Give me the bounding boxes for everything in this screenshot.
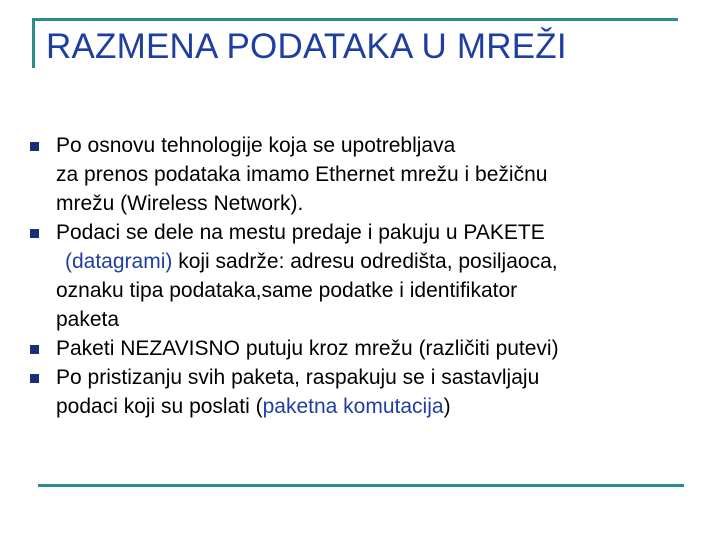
- bullet-line: Paketi NEZAVISNO putuju kroz mrežu (različiti putevi): [56, 337, 559, 360]
- bullet-line-suffix: ): [443, 395, 451, 418]
- bullet-line: mrežu (Wireless Network).: [56, 192, 304, 215]
- bullet-line: oznaku tipa podataka,same podatke i identifikator: [56, 279, 518, 302]
- bullet-line: [56, 247, 670, 276]
- square-bullet-icon: [30, 142, 39, 151]
- bottom-rule: [38, 484, 684, 487]
- square-bullet-icon: [30, 345, 39, 354]
- bullet-line: Po pristizanju svih paketa, raspakuju se i sastavljaju: [56, 366, 540, 389]
- bullet-item-independent: [30, 334, 670, 363]
- bullet-line-prefix: podaci koji su poslati (: [56, 395, 263, 418]
- bullet-item-ethernet: [30, 131, 670, 218]
- bullet-line: paketa: [56, 308, 120, 331]
- datagram-term: (datagrami): [65, 250, 173, 273]
- square-bullet-icon: [30, 229, 39, 238]
- slide-title: RAZMENA PODATAKA U MREŽI: [46, 27, 567, 66]
- packet-switching-term: paketna komutacija: [262, 395, 444, 418]
- bullet-line: za prenos podataka imamo Ethernet mrežu i bežičnu: [56, 163, 548, 186]
- bullet-line: Po osnovu tehnologije koja se upotrebljava: [56, 134, 456, 157]
- bullet-item-reassembly: [30, 363, 670, 421]
- square-bullet-icon: [30, 374, 39, 383]
- bullet-line: [56, 392, 670, 421]
- bullet-line: Podaci se dele na mestu predaje i pakuju u PAKETE: [56, 221, 545, 244]
- bullet-item-packets: [30, 218, 670, 334]
- bullet-list: [30, 131, 670, 421]
- bullet-line-rest: koji sadrže: adresu odredišta, posiljaoca,: [172, 250, 558, 273]
